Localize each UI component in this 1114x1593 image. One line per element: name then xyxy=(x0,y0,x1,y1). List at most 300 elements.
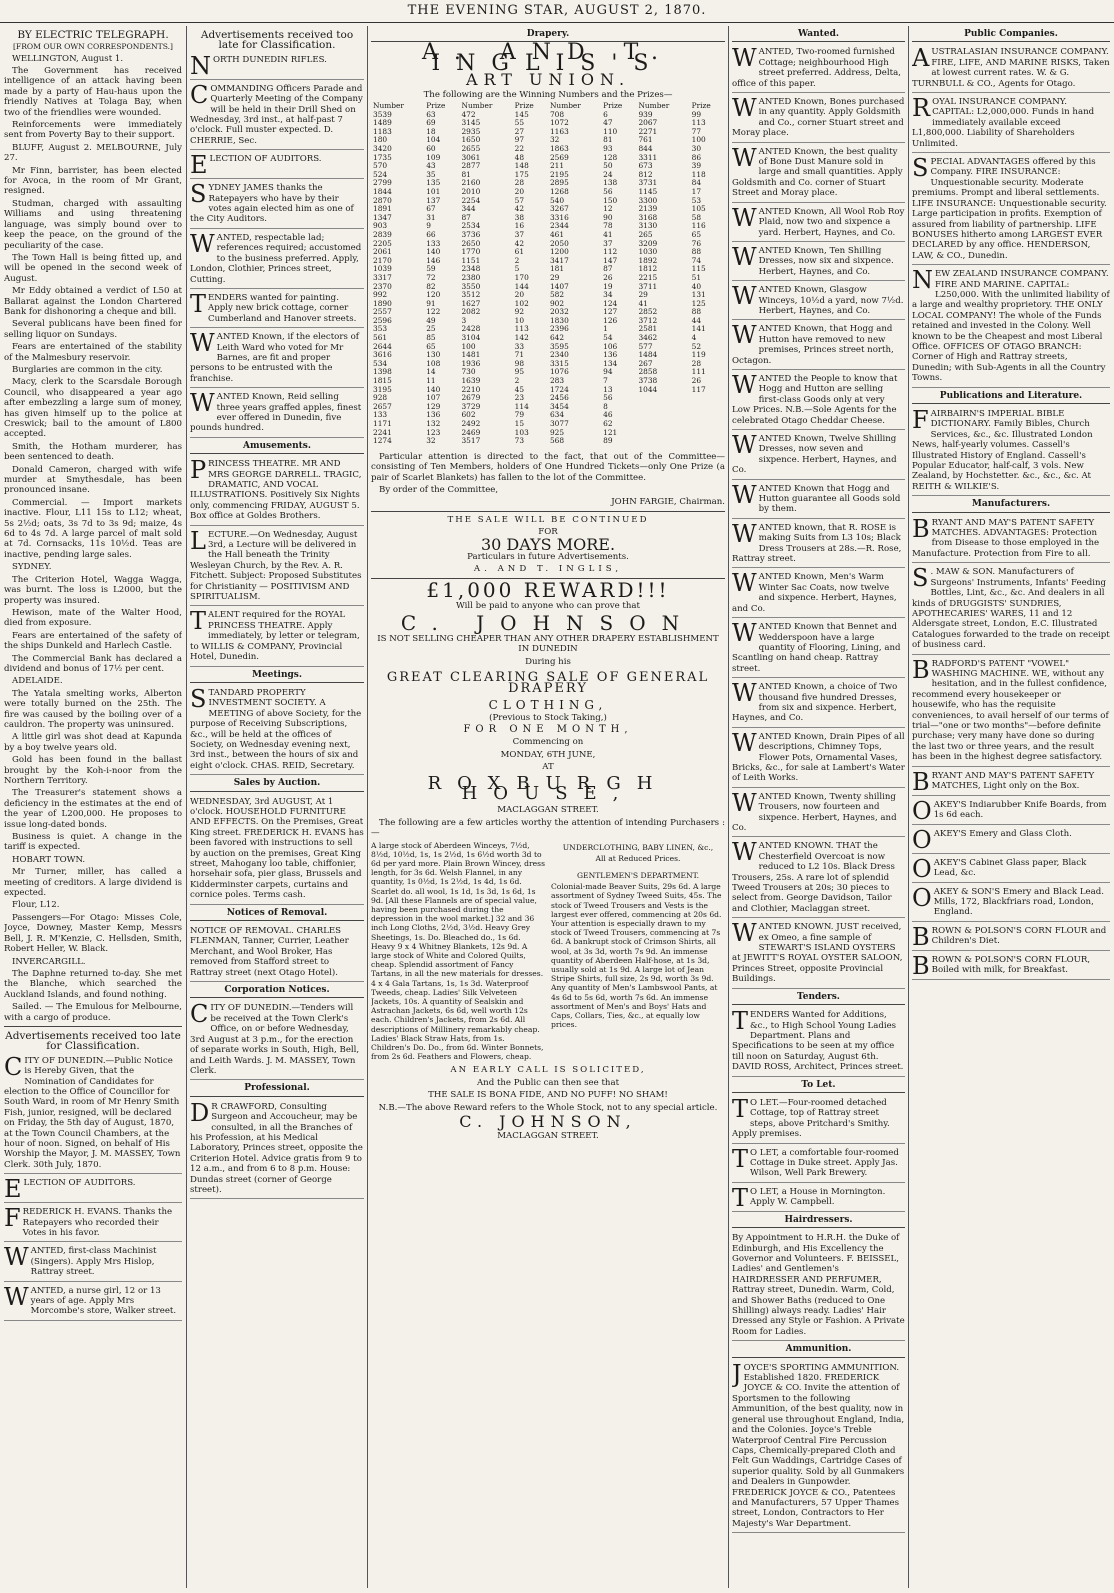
late-ads xyxy=(4,1054,182,1321)
table-cell xyxy=(636,403,689,412)
advertisement xyxy=(190,231,364,289)
drop-cap: E xyxy=(190,152,208,180)
table-cell: 2870 xyxy=(373,195,392,205)
ammunition xyxy=(732,1361,905,1534)
table-cell: 3539 xyxy=(373,109,392,119)
ad-text: ANTED the People to know that Hogg and Hutton are selling first-class Goods only at very Low Prices. N.B.—Sole Agents for the celebrated Otago Cheddar Cheese. xyxy=(732,373,898,426)
table-row xyxy=(371,128,725,137)
table-cell: 18 xyxy=(426,126,436,136)
wanted-heading: Wanted. xyxy=(732,28,905,42)
table-cell: 127 xyxy=(603,307,618,317)
advertisement xyxy=(732,570,905,618)
drop-cap: R xyxy=(912,95,931,123)
table-cell: 2679 xyxy=(461,393,481,403)
not-selling: IS NOT SELLING CHEAPER THAN ANY OTHER DRAPERY ESTABLISHMENT IN DUNEDIN xyxy=(377,634,719,655)
meetings-heading: Meetings. xyxy=(190,669,364,683)
table-cell: 3616 xyxy=(373,350,392,360)
table-cell: 118 xyxy=(691,169,706,179)
news-paragraph: The Daphne returned to-day. She met the Blanche, which searched the Auckland Islands, and found nothing. xyxy=(4,968,182,1000)
table-row xyxy=(371,119,725,128)
table-cell: 2205 xyxy=(373,238,392,248)
table-cell: 1735 xyxy=(373,152,392,162)
advertisement xyxy=(190,457,364,525)
table-cell: 1936 xyxy=(461,358,481,368)
table-cell xyxy=(690,420,725,429)
table-cell: 26 xyxy=(691,376,702,386)
table-cell: 3417 xyxy=(549,255,569,265)
advertisement xyxy=(190,53,364,80)
table-cell: 56 xyxy=(603,186,613,196)
drop-cap: W xyxy=(732,283,757,311)
table-row xyxy=(371,214,725,223)
drop-cap: W xyxy=(732,45,757,73)
table-cell: 1200 xyxy=(549,247,569,257)
table-cell: 2210 xyxy=(461,384,481,394)
table-row xyxy=(371,386,725,395)
table-cell: 3738 xyxy=(638,376,658,386)
drop-cap: W xyxy=(732,570,757,598)
table-cell: 89 xyxy=(603,436,613,446)
ad-text: RYANT AND MAY'S PATENT SAFETY MATCHES, Light only on the Box. xyxy=(931,770,1095,791)
advertisement xyxy=(732,1361,905,1534)
table-cell: 1892 xyxy=(638,255,658,265)
table-cell: 71 xyxy=(514,350,525,360)
table-cell: 2340 xyxy=(549,350,569,360)
table-cell: 119 xyxy=(691,350,706,360)
table-cell: 10 xyxy=(514,315,525,325)
table-row xyxy=(371,308,725,317)
table-cell: 95 xyxy=(514,367,525,377)
table-cell: 524 xyxy=(373,169,388,179)
one-month: FOR ONE MONTH, xyxy=(463,723,633,735)
table-cell: 1274 xyxy=(373,436,392,446)
ad-text: ANTED Known, Men's Warm Winter Sac Coats, now twelve and sixpence. Herbert, Haynes, and Co. xyxy=(732,572,897,614)
table-cell: 122 xyxy=(426,307,441,317)
table-cell: 109 xyxy=(426,152,441,162)
advertisement xyxy=(912,516,1110,564)
news-paragraph: Reinforcements were immediately sent from Poverty Bay to their support. xyxy=(4,120,182,141)
table-cell: 31 xyxy=(426,212,436,222)
advertisement xyxy=(912,924,1110,951)
table-cell: 120 xyxy=(426,290,441,300)
table-cell: 3061 xyxy=(461,152,481,162)
table-cell: 3517 xyxy=(461,436,481,446)
ammunition-heading: Ammunition. xyxy=(732,1343,905,1357)
table-cell: 2032 xyxy=(549,307,569,317)
table-cell: 39 xyxy=(691,161,702,171)
art-union-title: ART UNION. xyxy=(465,70,631,90)
table-cell: 84 xyxy=(691,178,702,188)
drop-cap: W xyxy=(190,330,215,358)
table-cell: 1030 xyxy=(638,247,658,257)
advertisement xyxy=(190,390,364,438)
table-cell: 49 xyxy=(426,315,436,325)
table-row xyxy=(371,377,725,386)
following-intro: The following are a few articles worthy the attention of intending Purchasers :— xyxy=(371,817,725,839)
table-cell: 568 xyxy=(549,436,565,446)
hairdressers-heading: Hairdressers. xyxy=(732,1214,905,1228)
ad-text: ANTED, first-class Machinist (Singers). Apply Mrs Hislop, Rattray street. xyxy=(30,1246,157,1278)
table-row xyxy=(371,171,725,180)
advertisement xyxy=(732,283,905,320)
advertisement xyxy=(912,769,1110,796)
table-cell: 112 xyxy=(603,247,618,257)
table-cell: 123 xyxy=(426,427,441,437)
inglis-signature: A. AND T. INGLIS, xyxy=(473,564,623,575)
table-cell: 3316 xyxy=(549,212,569,222)
advertisement xyxy=(4,1244,182,1281)
news-paragraph: Donald Cameron, charged with wife murder at Smythesdale, has been pronounced insane. xyxy=(4,464,182,496)
drop-cap: B xyxy=(912,768,930,796)
column-rule xyxy=(908,26,909,1588)
table-cell: 642 xyxy=(549,333,565,343)
ad-text: ANTED KNOWN. JUST received, ex Omeo, a fine sample of STEWART'S ISLAND OYSTERS at JEWITT'S ROYAL OYSTER SALOON, Princes Street, opposite Provincial Buildings. xyxy=(732,922,903,985)
table-cell: 144 xyxy=(514,281,529,291)
table-cell: 634 xyxy=(549,410,565,420)
table-cell: 2160 xyxy=(461,178,481,188)
for-word: FOR xyxy=(538,527,558,538)
table-cell: 113 xyxy=(691,118,706,128)
table-cell: 129 xyxy=(426,401,441,411)
drop-cap: C xyxy=(190,81,209,109)
ad-text: ITY OF DUNEDIN.—Public Notice is Hereby Given, that the Nomination of Candidates for election to the Office of Councillor for South Ward, in room of Mr Henry Smith Fish, junior, resigned, will be declared on Friday, the 5th day of August, 1870, at the Town Council Chambers, at the hour of noon. Signed, on behalf of His Worship the Mayor, J. M. MASSEY, Town Clerk. 30th July, 1870. xyxy=(4,1055,181,1170)
table-cell: 136 xyxy=(426,410,441,420)
amusements-heading: Amusements. xyxy=(190,440,364,454)
drop-cap: C xyxy=(190,1001,209,1029)
advertisement xyxy=(912,565,1110,654)
table-cell: 74 xyxy=(691,255,702,265)
table-cell: 2852 xyxy=(638,307,658,317)
drop-cap: S xyxy=(190,181,207,209)
drop-cap: J xyxy=(732,1360,742,1388)
advertisement xyxy=(190,291,364,328)
advertisement xyxy=(4,1054,182,1174)
table-cell: 51 xyxy=(691,272,702,282)
advertisement xyxy=(732,730,905,788)
table-header: Number xyxy=(638,101,670,111)
table-cell: 135 xyxy=(426,178,441,188)
table-row xyxy=(371,334,725,343)
news-paragraph: Passengers—For Otago: Misses Cole, Joyce, Downey, Master Kemp, Messrs Bell, J. R. M'Kenzie, C. Hellsden, Smith, Robert Heller, W. Black. xyxy=(4,912,182,955)
great-sale: GREAT CLEARING SALE OF GENERAL DRAPERY xyxy=(386,670,710,696)
table-cell: 472 xyxy=(461,109,476,119)
table-cell: 85 xyxy=(426,333,436,343)
advertisement xyxy=(732,920,905,988)
table-cell: 9 xyxy=(426,221,431,231)
table-cell: 34 xyxy=(603,290,613,300)
table-cell: 2396 xyxy=(549,324,569,334)
table-cell: 1044 xyxy=(638,384,658,394)
table-cell: 2596 xyxy=(373,315,392,325)
table-cell: 265 xyxy=(638,229,653,239)
drop-cap: O xyxy=(912,826,932,854)
ad-text: ANTED, respectable lad; references required; accustomed to the business preferred. Apply, London, Clothier, Princes street, Cutting. xyxy=(190,232,362,285)
table-cell: 2195 xyxy=(549,169,569,179)
table-cell: 1398 xyxy=(373,367,392,377)
table-cell: 111 xyxy=(691,367,706,377)
table-cell: 1627 xyxy=(461,298,481,308)
advertisement xyxy=(190,330,364,388)
column-companies xyxy=(912,26,1110,1588)
ad-text: REDERICK H. EVANS. Thanks the Ratepayers who recorded their Votes in his favor. xyxy=(22,1207,173,1239)
reward-text: Will be paid to anyone who can prove that xyxy=(455,601,640,612)
table-cell: 1830 xyxy=(549,315,569,325)
table-cell: 45 xyxy=(514,384,525,394)
table-cell: 33 xyxy=(514,341,525,351)
advertisement xyxy=(4,1205,182,1242)
news-paragraph: Sailed. — The Emulous for Melbourne, with a cargo of produce. xyxy=(4,1002,182,1023)
table-cell: 1844 xyxy=(373,186,392,196)
table-cell: 2644 xyxy=(373,341,392,351)
table-cell: 211 xyxy=(549,161,565,171)
table-row xyxy=(371,317,725,326)
table-row xyxy=(371,145,725,154)
table-cell: 1812 xyxy=(638,264,658,274)
table-cell: 142 xyxy=(514,333,529,343)
table-cell: 2858 xyxy=(638,367,658,377)
table-cell: 175 xyxy=(514,169,529,179)
news-paragraph: Burglaries are common in the city. xyxy=(12,364,163,375)
drop-cap: P xyxy=(190,457,207,485)
advertisement xyxy=(190,82,364,150)
ad-text: ANTED Known, All Wool Rob Roy Plaid, now two and sixpence a yard. Herbert, Haynes, and Co. xyxy=(758,206,905,238)
table-cell: 3595 xyxy=(549,341,569,351)
corporation-notices xyxy=(190,1001,364,1080)
column-rule xyxy=(186,26,187,1588)
table-cell: 1076 xyxy=(549,367,569,377)
advertisement xyxy=(732,1096,905,1144)
table-cell xyxy=(636,429,689,438)
drop-cap: W xyxy=(190,390,215,418)
table-cell: 104 xyxy=(426,135,441,145)
table-cell: 673 xyxy=(638,161,653,171)
table-cell: 46 xyxy=(603,410,613,420)
gents-column xyxy=(551,841,725,1062)
table-cell: 114 xyxy=(514,401,529,411)
table-cell: 1407 xyxy=(549,281,569,291)
table-cell: 2534 xyxy=(461,221,481,231)
table-cell: 37 xyxy=(514,229,525,239)
advertisement xyxy=(732,482,905,519)
auction-heading: Sales by Auction. xyxy=(190,777,364,791)
table-cell: 116 xyxy=(691,221,706,231)
table-cell: 20 xyxy=(514,186,525,196)
table-cell: 2469 xyxy=(461,427,481,437)
table-row xyxy=(371,411,725,420)
ad-text: OYCE'S SPORTING AMMUNITION. Established 1820. FREDERICK JOYCE & CO. Invite the attention of Sportsmen to the following Ammunition, of the best quality, now in general use throughout England, India, and the Colonies. Joyce's Treble Waterproof Central Fire Percussion Caps, Chemically-prepared Cloth and Felt Gun Waddings, Cartridge Cases of superior quality. Sold by all Gunmakers and Dealers in Gunpowder. FREDERICK JOYCE & CO., Patentees and Manufacturers, 57 Upper Thames street, London, Contractors to Her Majesty's War Department. xyxy=(732,1362,905,1529)
table-cell: 3145 xyxy=(461,118,481,128)
table-cell: 3104 xyxy=(461,333,481,343)
drop-cap: O xyxy=(912,855,932,883)
table-cell: 54 xyxy=(603,333,613,343)
table-row xyxy=(371,283,725,292)
ad-text: ANTED Known, Twelve Shilling Dresses, now seven and sixpence. Herbert, Haynes, and Co. xyxy=(732,434,897,476)
news-paragraph: Mr Turner, miller, has called a meeting of creditors. A large dividend is expected. xyxy=(4,867,182,899)
table-cell: 812 xyxy=(638,169,653,179)
table-cell xyxy=(636,420,689,429)
table-cell: 125 xyxy=(691,298,706,308)
news-paragraph: Commercial. — Import markets inactive. Flour, L11 15s to L12; wheat, 5s 2½d; oats, 3s 7d to 3s 9d; maize, 4s 6d to 4s 7d. A large parcel of malt sold at 7d. Cornsacks, 11s 10½d. Teas are inactive, pending large sales. xyxy=(4,497,182,560)
committee-order: By order of the Committee, xyxy=(379,485,499,495)
table-cell: 61 xyxy=(514,247,525,257)
table-cell: 2050 xyxy=(549,238,569,248)
table-cell: 44 xyxy=(691,315,702,325)
table-cell: 992 xyxy=(373,290,388,300)
table-cell: 1770 xyxy=(461,247,481,257)
table-row xyxy=(371,300,725,309)
advertisement xyxy=(732,372,905,430)
drop-cap: T xyxy=(732,1095,749,1123)
table-cell: 3550 xyxy=(461,281,481,291)
advertisement xyxy=(912,407,1110,496)
ad-text: AKEY'S Cabinet Glass paper, Black Lead, &c. xyxy=(933,857,1087,878)
advertisement xyxy=(732,45,905,93)
table-cell: 41 xyxy=(638,298,648,308)
table-cell: 132 xyxy=(426,419,441,428)
professional-heading: Professional. xyxy=(190,1082,364,1096)
table-cell: 582 xyxy=(549,290,565,300)
table-cell: 128 xyxy=(603,152,618,162)
drop-cap: B xyxy=(912,952,930,980)
news-paragraph: Business is quiet. A change in the tariff is expected. xyxy=(4,832,182,853)
ladies-articles: A large stock of Aberdeen Winceys, 7½d, 8½d, 10½d, 1s, 1s 2½d, 1s 6½d worth 3d to 6d per yard more. Plain Brown Wincey, dress length, for 3s 6d. Welsh Flannel, in any quantity, 1s 0½d, 1s 2½d, 1s 4d, 1s 6d. Scarlet do. all wool, 1s 1d, 1s 3d, 1s 6d, 1s 9d. [All these Flannels are of special value, having been purchased during the depression in the wool market.] 32 and 36 inch Long Cloths, 2½d, 3½d. Heavy Grey Sheetings, 1s. Do. Bleached do., 1s 6d. Heavy 9 x 4 Whitney Blankets, 12s 9d. A large stock of White and Colored Quilts, cheap. Splendid assortment of Fancy Tartans, in all the new materials for dresses. 4 x 4 Gala Tartans, 1s, 1s 3d. Waterproof Tweeds, cheap. Ladies' Silk Velveteen Jackets, 10s. A quantity of Sealskin and Astrachan Jackets, 6s 6d, well worth 12s each. Children's Jackets, from 2s 6d. All descriptions of Millinery remarkably cheap. Ladies' Black Straw Hats, from 1s. Children's Do. Do., from 6d. Winter Bonnets, from 2s 6d. Feathers and Flowers, cheap. xyxy=(371,840,545,1062)
table-cell: 37 xyxy=(603,238,613,248)
table-cell: 4 xyxy=(691,333,697,343)
ad-text: AKEY'S Emery and Glass Cloth. xyxy=(933,828,1072,839)
drop-cap: T xyxy=(732,1184,749,1212)
table-row xyxy=(371,231,725,240)
advertisement xyxy=(4,1284,182,1321)
table-cell: 24 xyxy=(603,169,613,179)
advertisement: WEDNESDAY, 3rd AUGUST, At 1 o'clock. HOUSEHOLD FURNITURE AND EFFECTS. On the Premises, Great King street. FREDERICK H. EVANS has been favored with instructions to sell by auction on the premises, Great King street, Mahogany loo table, chiffonier, horsehair sofa, pier glass, Brussels and Kidderminster carpets, curtains and cornice poles. Terms cash. xyxy=(190,795,364,905)
table-cell: 939 xyxy=(638,109,653,119)
table-cell: 283 xyxy=(549,376,565,386)
table-cell: 59 xyxy=(426,264,436,274)
advertisement xyxy=(732,205,905,242)
commencing: Commencing on xyxy=(512,737,584,748)
table-cell: 2010 xyxy=(461,186,481,196)
table-cell: 65 xyxy=(426,341,436,351)
drop-cap: O xyxy=(912,884,932,912)
table-cell: 2348 xyxy=(461,264,481,274)
table-cell: 1268 xyxy=(549,186,569,196)
removal-heading: Notices of Removal. xyxy=(190,907,364,921)
table-cell: 12 xyxy=(603,204,613,214)
news-paragraph: The Treasurer's statement shows a deficiency in the estimates at the end of the year of L200,000. He proposes to issue long-dated bonds. xyxy=(4,788,182,830)
advertisement xyxy=(190,1100,364,1200)
drop-cap: T xyxy=(190,290,207,318)
table-cell: 138 xyxy=(603,178,618,188)
auctions xyxy=(190,795,364,905)
drop-cap: S xyxy=(912,565,929,593)
ad-text: ANTED Known, Glasgow Winceys, 10½d a yard, now 7½d. Herbert, Haynes, and Co. xyxy=(758,285,904,316)
late-ads xyxy=(190,53,364,438)
ad-text: RINCESS THEATRE. MR AND MRS GEORGE DARRELL. TRAGIC, DRAMATIC, AND VOCAL ILLUSTRATIONS. Positively Six Nights only, commencing FRIDAY, AUGUST 5. Box office at Goldes Brothers. xyxy=(190,459,362,522)
reward-title: £1,000 REWARD!!! xyxy=(426,577,670,602)
ad-text: ANTED Known, Reid selling three years graffed apples, finest ever offered in Dunedin, five pounds hundred. xyxy=(190,392,362,434)
table-cell: 2271 xyxy=(638,126,658,136)
drop-cap: B xyxy=(912,656,930,684)
table-cell: 107 xyxy=(426,393,441,403)
ad-text: R CRAWFORD, Consulting Surgeon and Accoucheur, may be consulted, in all the Branches of his Profession, at his Medical Laboratory, Princes street, opposite the Criterion Hotel. Advice gratis from 9 to 12 a.m., and from 6 to 8 p.m. House: Dundas street (corner of George street). xyxy=(190,1101,363,1195)
section-subheading: [FROM OUR OWN CORRESPONDENTS.] xyxy=(12,42,174,52)
sale-continued: THE SALE WILL BE CONTINUED xyxy=(447,514,649,525)
table-row xyxy=(371,248,725,257)
table-cell: 67 xyxy=(426,204,436,214)
table-cell: 2877 xyxy=(461,161,481,171)
clothing: CLOTHING, xyxy=(488,698,608,713)
news-paragraph: Mr Finn, barrister, has been elected for Avoca, in the room of Mr Grant, resigned. xyxy=(4,165,182,197)
advertisement xyxy=(732,1146,905,1183)
drop-cap: E xyxy=(4,1176,22,1204)
table-cell: 2428 xyxy=(461,324,481,334)
table-cell: 147 xyxy=(603,255,618,265)
table-cell xyxy=(636,394,689,403)
table-cell: 81 xyxy=(603,135,613,145)
companies-heading: Public Companies. xyxy=(912,28,1110,42)
table-row xyxy=(371,420,725,429)
table-cell: 461 xyxy=(549,229,565,239)
ad-text: ANTED KNOWN. THAT the Chesterfield Overcoat is now reduced to L2 10s. Black Dress Trousers, 25s. A rare lot of splendid Tweed Trousers at 20s; 30 pieces to select from. George Davidson, Tailor and Clothier, Maclaggan street. xyxy=(732,841,895,914)
table-cell: 3168 xyxy=(638,212,658,222)
table-cell: 15 xyxy=(514,419,525,428)
table-row xyxy=(371,291,725,300)
table-row xyxy=(371,111,725,120)
table-header: Prize xyxy=(426,101,446,111)
ad-text: ROWN & POLSON'S CORN FLOUR, Boiled with milk, for Breakfast. xyxy=(931,954,1091,976)
drop-cap: W xyxy=(732,371,757,399)
table-cell: 145 xyxy=(514,109,529,119)
manufacturers xyxy=(912,516,1110,980)
ad-text: . MAW & SON. Manufacturers of Surgeons' Instruments, Infants' Feeding Bottles, Lint, &c., &c. And dealers in all kinds of DRUGGISTS' SUNDRIES, APOTHECARIES' WARES, 11 and 12 Aldersgate street, London, E.C. Illustrated Catalogues forwarded to the trade on receipt of business card. xyxy=(912,567,1110,651)
table-cell: 17 xyxy=(691,186,702,196)
table-header: Number xyxy=(373,101,404,111)
table-header: Prize xyxy=(691,101,711,111)
nb-note: N.B.—The above Reward refers to the Whole Stock, not to any special article. xyxy=(378,1102,718,1113)
column-classified-a xyxy=(190,26,364,1588)
table-cell: 1183 xyxy=(373,126,392,136)
table-cell: 2657 xyxy=(373,401,392,411)
table-cell: 148 xyxy=(514,161,529,171)
drop-cap: W xyxy=(190,230,215,258)
table-cell: 1481 xyxy=(461,350,481,360)
table-cell: 534 xyxy=(373,358,388,368)
drop-cap: B xyxy=(912,923,930,951)
table-cell: 2082 xyxy=(461,307,481,317)
table-cell: 577 xyxy=(638,341,653,351)
table-row xyxy=(371,154,725,163)
table-cell: 77 xyxy=(691,126,702,136)
table-cell: 3729 xyxy=(461,401,481,411)
table-cell: 28 xyxy=(514,178,525,188)
table-cell: 14 xyxy=(426,367,436,377)
table-cell: 3512 xyxy=(461,290,481,300)
ad-text: ANTED Known, Drain Pipes of all descriptions, Chimney Tops, Flower Pots, Ornamental Vases, Bricks, &c., for sale at Lambert's Water of Leith Works. xyxy=(732,731,905,784)
table-cell: 35 xyxy=(426,169,436,179)
table-cell: 3711 xyxy=(638,281,658,291)
table-cell: 180 xyxy=(373,135,388,145)
advertisement xyxy=(190,1001,364,1080)
johnson-signature: C. JOHNSON, xyxy=(459,1112,637,1132)
table-row xyxy=(371,360,725,369)
ad-text: RYANT AND MAY'S PATENT SAFETY MATCHES. ADVANTAGES: Protection from Disease to those employed in the Manufacture. Protection from Fire to all. xyxy=(912,517,1100,559)
advertisement xyxy=(190,686,364,775)
table-cell: 88 xyxy=(691,247,702,257)
advertisement xyxy=(912,953,1110,980)
advertisement xyxy=(190,608,364,666)
table-row xyxy=(371,394,725,403)
ad-text: O LET.—Four-roomed detached Cottage, top of Rattray street steps, above Pritchard's Smithy. Apply premises. xyxy=(732,1097,890,1140)
